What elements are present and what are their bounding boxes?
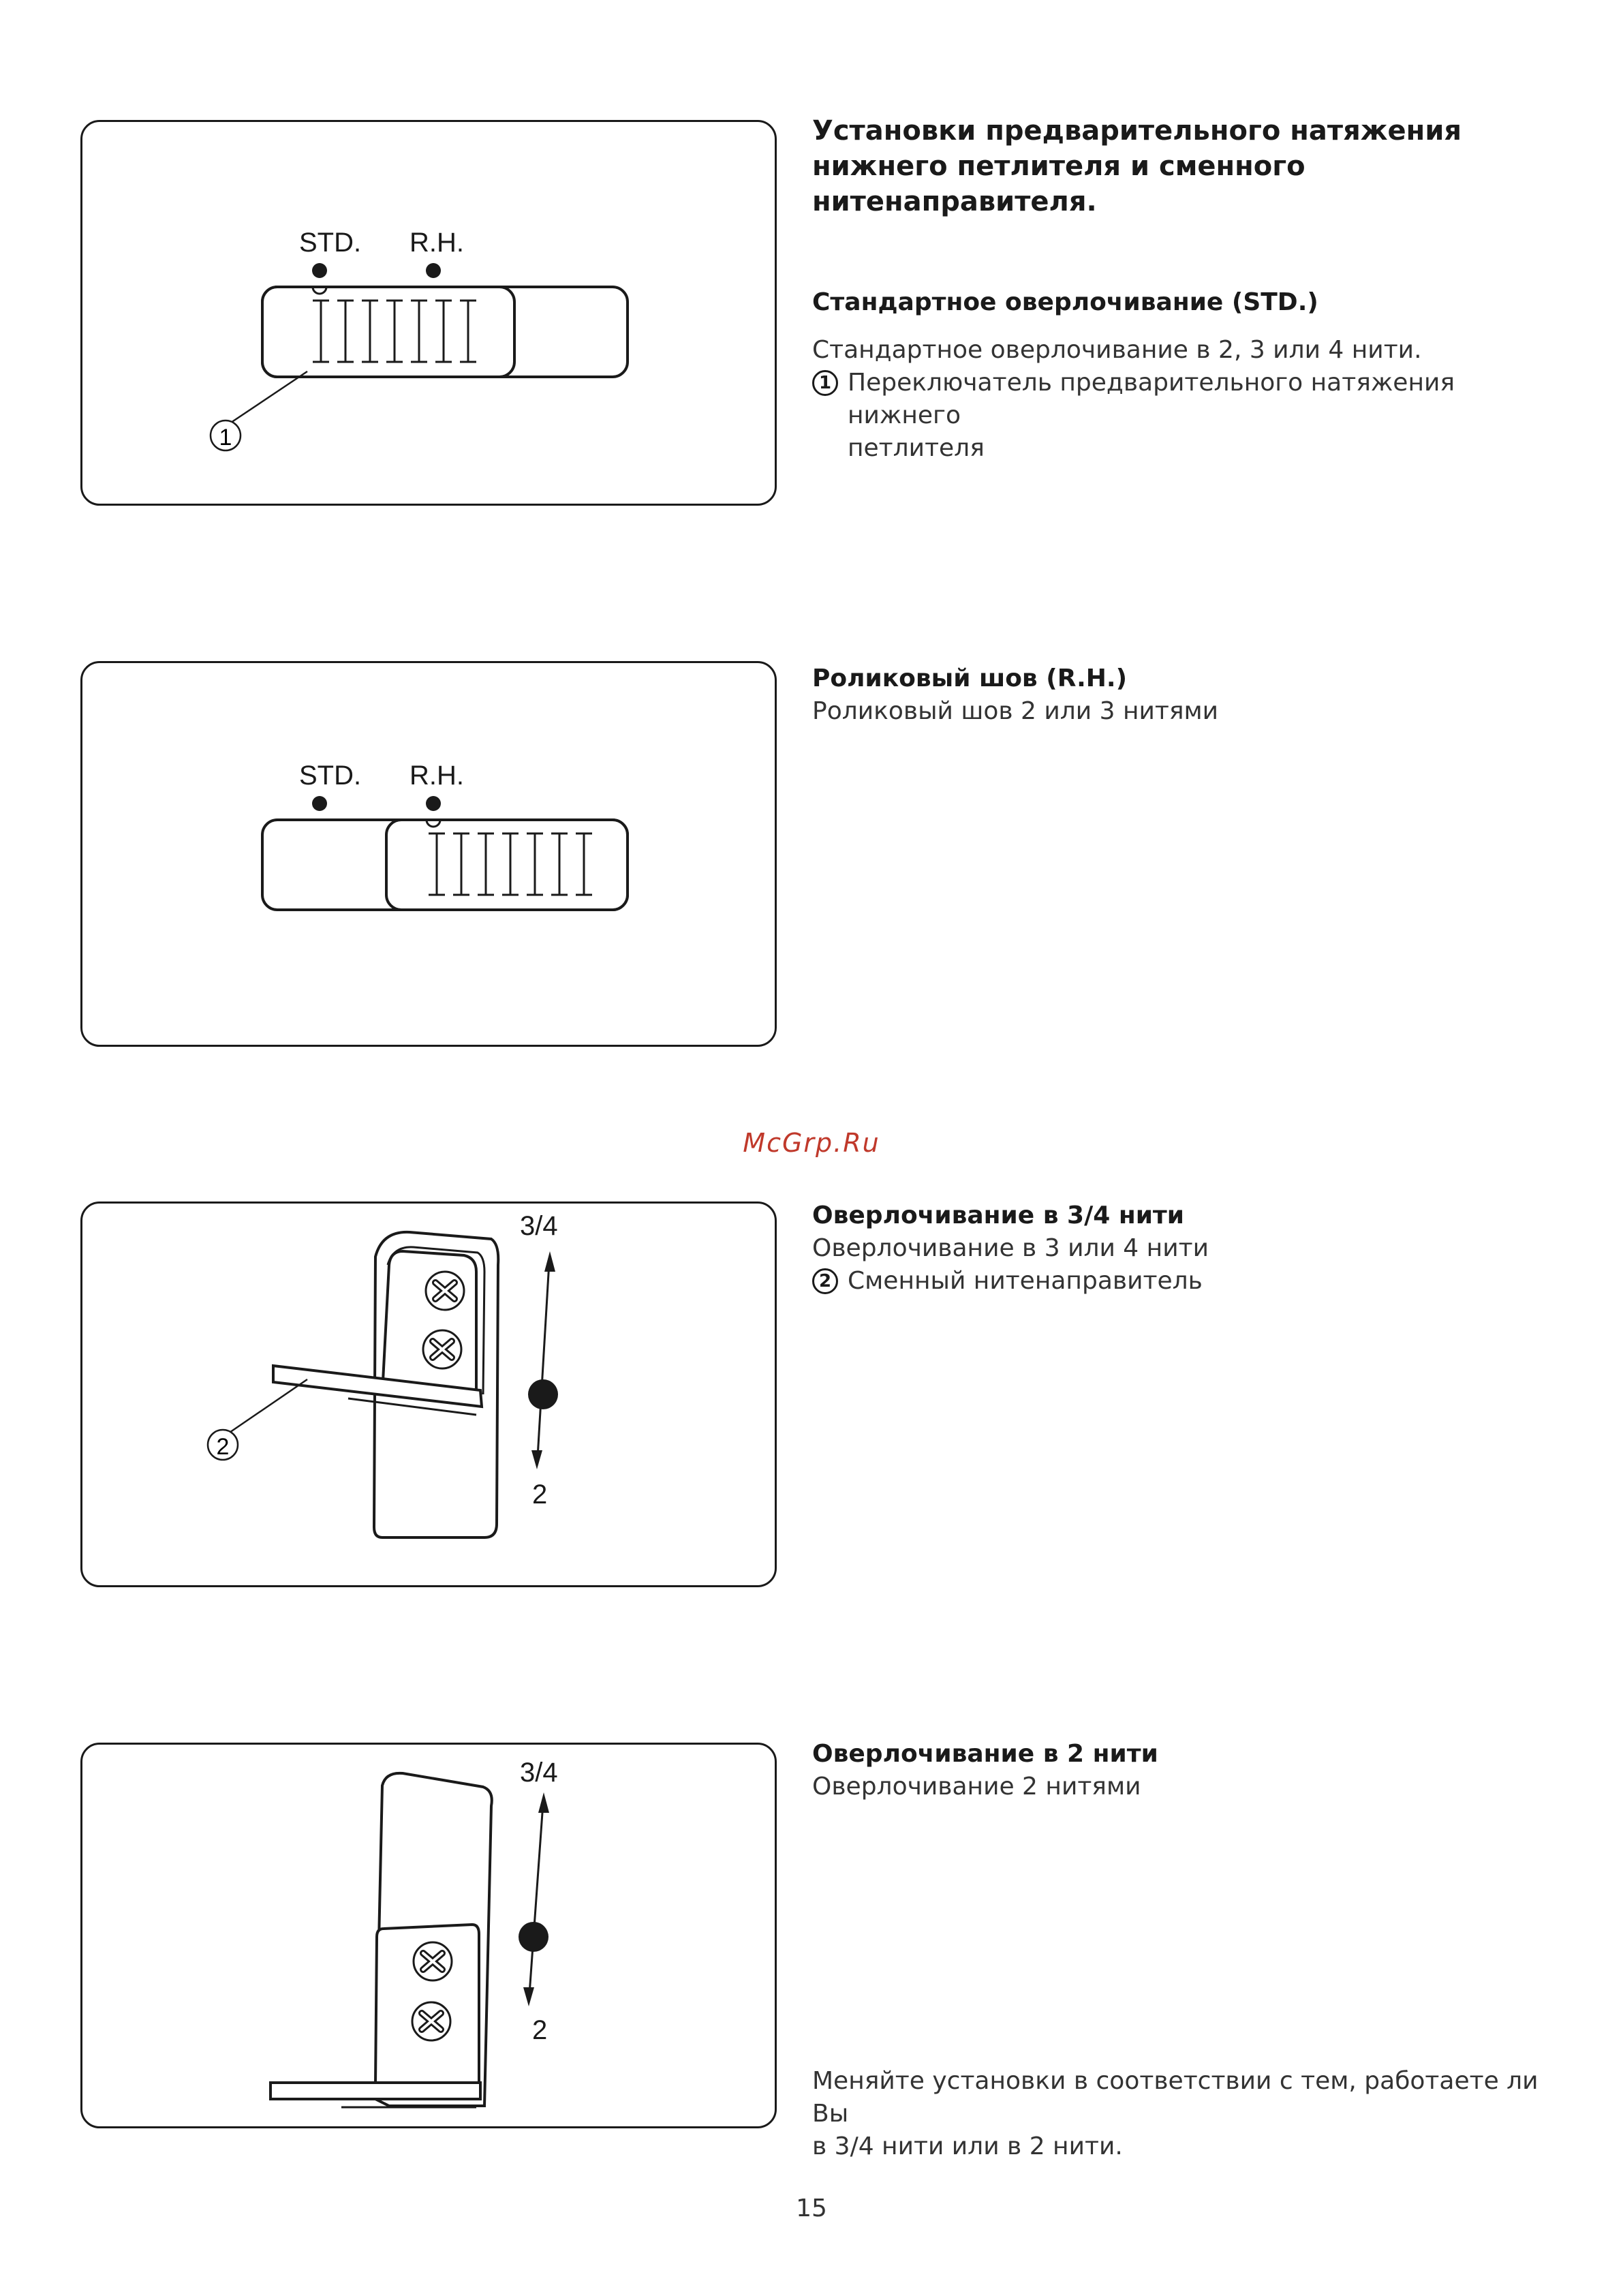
position-arrow [529,1803,543,1994]
screw-icon [412,2002,450,2040]
section-body: Роликовый шов 2 или 3 нитями [812,697,1219,725]
callout-leader-1 [227,371,307,425]
std-label: STD. [299,228,362,258]
position-dot [519,1922,548,1952]
lower-mark-label: 2 [532,2015,548,2045]
lower-mark-label: 2 [532,1480,548,1510]
callout-badge: 2 [812,1268,838,1294]
section-body: Стандартное оверлочивание в 2, 3 или 4 нити. [812,336,1422,364]
screw-icon [426,1272,464,1310]
rh-label: R.H. [409,228,464,258]
callout-text: Переключатель предварительного натяжения нижнего [848,369,1455,429]
callout-text: петлителя [848,434,985,462]
rh-label: R.H. [409,761,464,791]
rh-dot [426,263,441,278]
screw-icon [423,1330,461,1368]
section-heading: Стандартное оверлочивание (STD.) [812,288,1318,316]
std-dot [312,796,327,811]
figure-rh-switch [80,661,777,1047]
note-block [812,2065,1575,2163]
guide-plate [382,1251,476,1394]
section-body: Оверлочивание в 3 или 4 нити [812,1234,1209,1262]
callout-number-1: 1 [219,425,232,450]
thread-guide-bar [270,2083,480,2099]
section-std [812,286,1575,465]
section-heading: Оверлочивание в 3/4 нити [812,1201,1185,1229]
section-heading: Оверлочивание в 2 нити [812,1740,1158,1768]
section-3-4 [812,1199,1575,1298]
note-line: в 3/4 нити или в 2 нити. [812,2132,1123,2160]
position-arrow [538,1262,549,1457]
note-line: Меняйте установки в соответствии с тем, работаете ли Вы [812,2067,1539,2128]
page-title-line: нитенаправителя. [812,186,1097,217]
page-title-line: Установки предварительного натяжения [812,115,1462,147]
callout-item-2 [812,1265,1575,1298]
callout-number-2: 2 [216,1434,230,1460]
position-dot [528,1379,558,1409]
section-body: Оверлочивание 2 нитями [812,1773,1141,1801]
upper-mark-label: 3/4 [520,1211,558,1241]
callout-leader-2 [226,1379,307,1435]
section-rh [812,662,1575,728]
upper-mark-label: 3/4 [520,1758,558,1788]
page-title-block [812,113,1575,219]
callout-item-1 [812,367,1575,465]
rh-dot [426,796,441,811]
std-label: STD. [299,761,362,791]
figure-guide-2 [80,1743,777,2128]
page-number: 15 [796,2194,827,2222]
callout-text: Сменный нитенаправитель [848,1267,1203,1295]
page-title-line: нижнего петлителя и сменного [812,151,1305,182]
callout-badge: 1 [812,370,838,396]
std-dot [312,263,327,278]
watermark: McGrp.Ru [743,1128,880,1158]
figure-std-switch [80,120,777,506]
figure-guide-3-4 [80,1201,777,1587]
section-heading: Роликовый шов (R.H.) [812,664,1128,692]
section-2 [812,1738,1575,1803]
screw-icon [414,1942,452,1980]
